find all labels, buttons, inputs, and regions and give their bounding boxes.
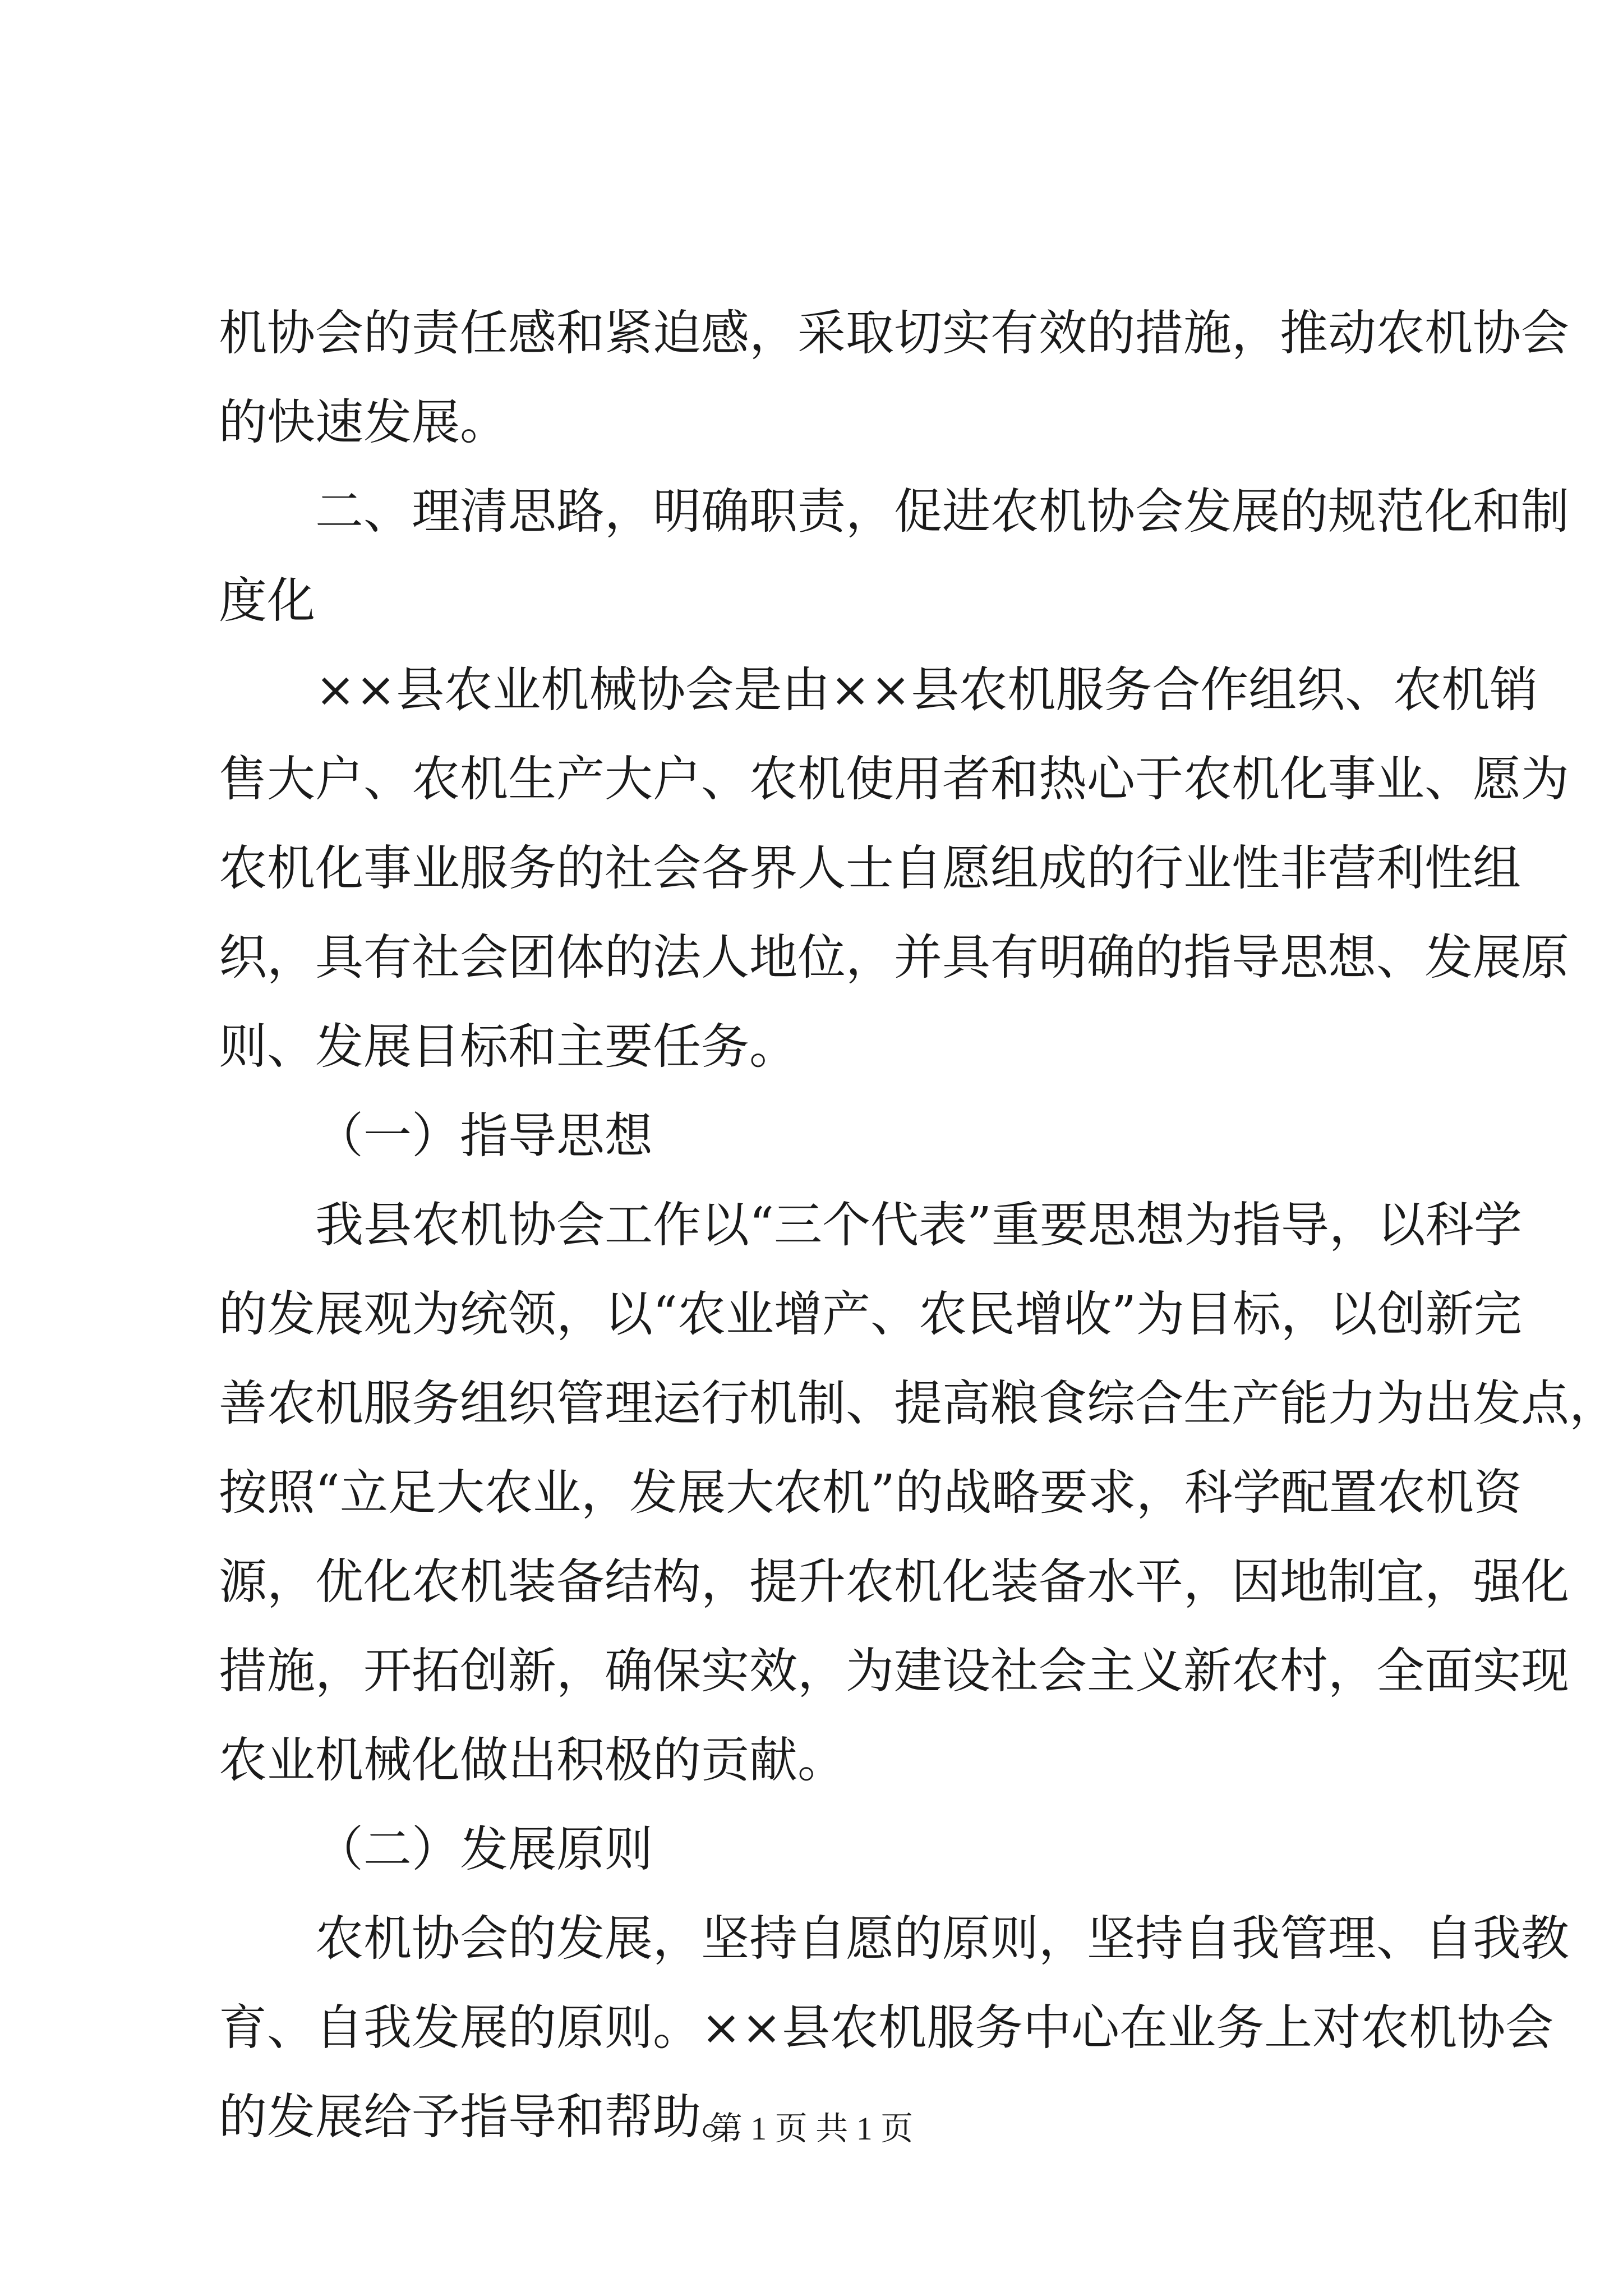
paragraph-line: 育、自我发展的原则。××县农机服务中心在业务上对农机协会 [219,2000,1554,2056]
paragraph-line: 农机协会的发展，坚持自愿的原则，坚持自我管理、自我教 [315,1911,1569,1967]
section-heading-cont: 度化 [219,573,315,629]
paragraph-line: 措施，开拓创新，确保实效，为建设社会主义新农村，全面实现 [219,1643,1569,1699]
section-heading: 二、理清思路，明确职责，促进农机协会发展的规范化和制 [315,484,1569,540]
paragraph-line: 机协会的责任感和紧迫感，采取切实有效的措施，推动农机协会 [219,305,1569,361]
paragraph-line: 善农机服务组织管理运行机制、提高粮食综合生产能力为出发点， [219,1375,1617,1432]
paragraph-line: 农机化事业服务的社会各界人士自愿组成的行业性非营利性组 [219,840,1521,896]
paragraph-line: 的发展观为统领，以“农业增产、农民增收”为目标，以创新完 [219,1286,1522,1342]
paragraph-line: 农业机械化做出积极的贡献。 [219,1732,846,1788]
subsection-heading-development-principles: （二）发展原则 [315,1821,653,1878]
paragraph-line: 售大户、农机生产大户、农机使用者和热心于农机化事业、愿为 [219,751,1569,807]
paragraph-line: 的发展给予指导和帮助。 [219,2089,749,2145]
paragraph-line: 按照“立足大农业，发展大农机”的战略要求，科学配置农机资 [219,1465,1522,1521]
paragraph-line: 织，具有社会团体的法人地位，并具有明确的指导思想、发展原 [219,930,1569,986]
paragraph-line: 我县农机协会工作以“三个代表”重要思想为指导，以科学 [315,1197,1522,1253]
page-number-footer: 第 1 页 共 1 页 [709,2110,914,2147]
paragraph-line: 的快速发展。 [219,394,508,450]
subsection-heading-guiding-ideology: （一）指导思想 [315,1108,653,1164]
paragraph-line: 源，优化农机装备结构，提升农机化装备水平，因地制宜，强化 [219,1554,1569,1610]
paragraph-line: ××县农业机械协会是由××县农机服务合作组织、农机销 [315,662,1538,718]
paragraph-line: 则、发展目标和主要任务。 [219,1019,797,1075]
